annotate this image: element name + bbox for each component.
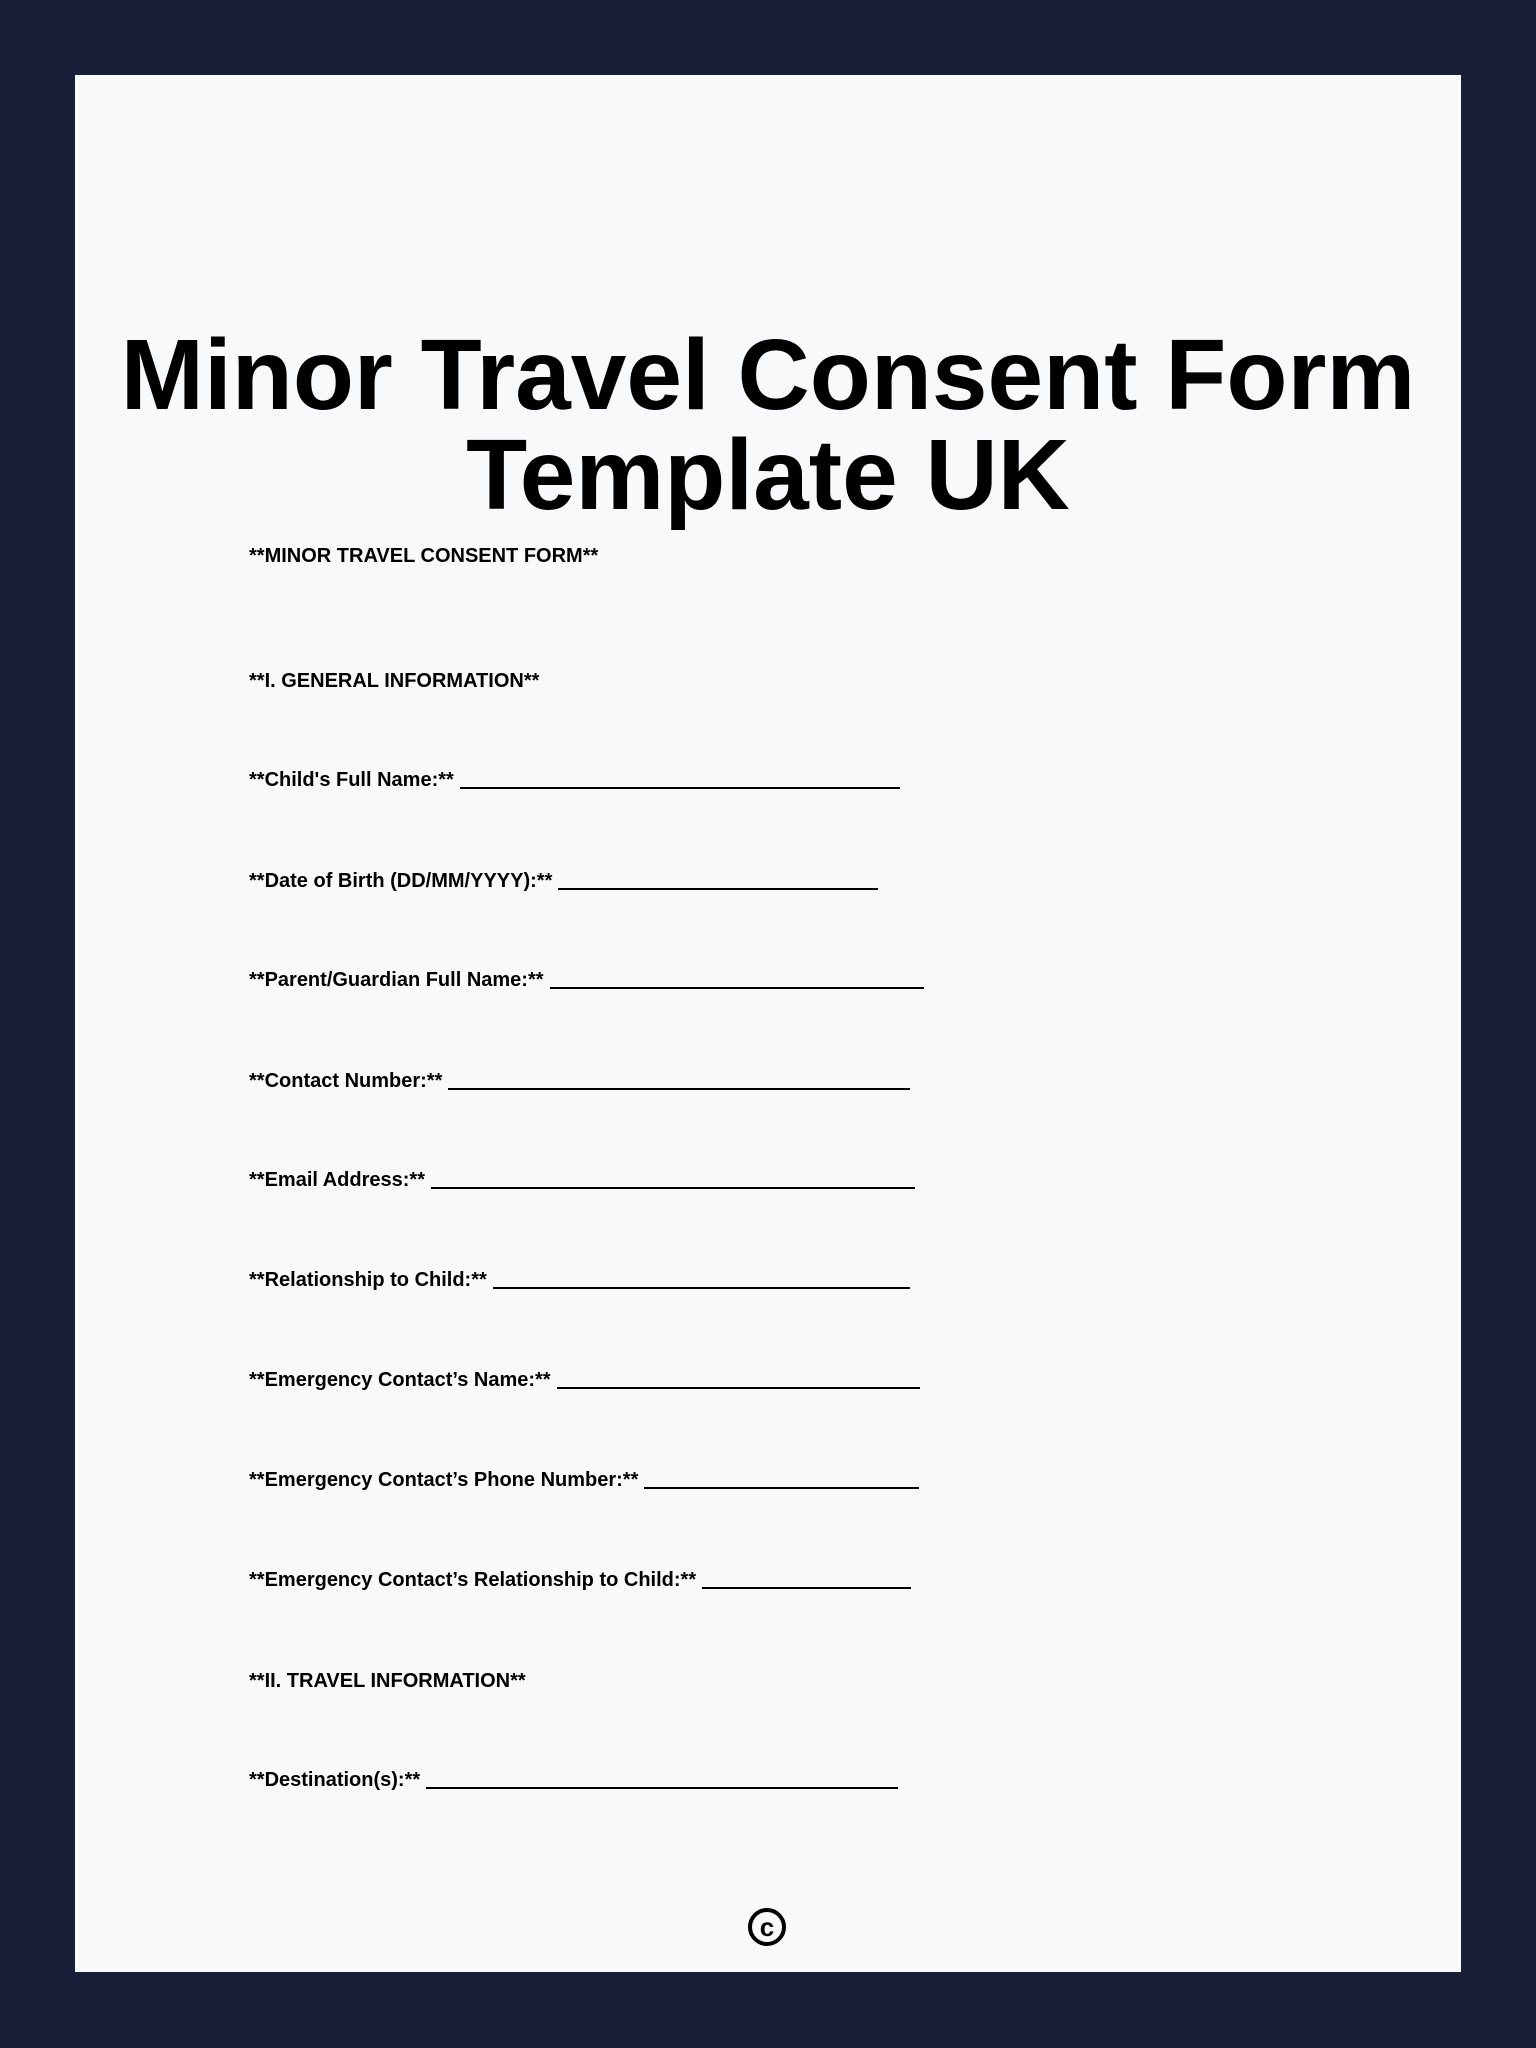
section-travel-information: **II. TRAVEL INFORMATION** xyxy=(249,1670,526,1692)
document-title xyxy=(75,319,1461,531)
field-email xyxy=(249,1169,915,1192)
blank-line[interactable] xyxy=(426,1787,898,1789)
blank-line[interactable] xyxy=(644,1487,919,1489)
copyright-letter: c xyxy=(759,1912,775,1942)
blank-line[interactable] xyxy=(431,1187,915,1189)
field-date-of-birth xyxy=(249,870,878,893)
document-page xyxy=(75,75,1461,1972)
blank-line[interactable] xyxy=(558,888,878,890)
copyright-icon xyxy=(748,1908,786,1946)
blank-line[interactable] xyxy=(702,1587,911,1589)
field-label: **Contact Number:** xyxy=(249,1070,443,1092)
field-emergency-name xyxy=(249,1369,920,1392)
title-line-1: Minor Travel Consent Form xyxy=(120,319,1416,431)
field-label: **Date of Birth (DD/MM/YYYY):** xyxy=(249,870,553,892)
form-heading: **MINOR TRAVEL CONSENT FORM** xyxy=(249,545,599,567)
field-destinations xyxy=(249,1769,898,1792)
field-label: **Emergency Contact’s Name:** xyxy=(249,1369,551,1391)
field-parent-name xyxy=(249,969,924,992)
blank-line[interactable] xyxy=(550,987,924,989)
field-child-name xyxy=(249,769,900,792)
field-label: **Emergency Contact’s Relationship to Child:** xyxy=(249,1569,697,1591)
field-emergency-phone xyxy=(249,1469,919,1492)
field-contact-number xyxy=(249,1070,910,1093)
section-general-information: **I. GENERAL INFORMATION** xyxy=(249,670,540,692)
field-label: **Emergency Contact’s Phone Number:** xyxy=(249,1469,639,1491)
field-label: **Relationship to Child:** xyxy=(249,1269,487,1291)
field-label: **Child's Full Name:** xyxy=(249,769,454,791)
field-label: **Email Address:** xyxy=(249,1169,425,1191)
blank-line[interactable] xyxy=(557,1387,920,1389)
field-emergency-relationship xyxy=(249,1569,911,1592)
field-label: **Destination(s):** xyxy=(249,1769,421,1791)
blank-line[interactable] xyxy=(493,1287,910,1289)
field-relationship xyxy=(249,1269,910,1292)
blank-line[interactable] xyxy=(460,787,900,789)
title-line-2: Template UK xyxy=(466,419,1070,531)
field-label: **Parent/Guardian Full Name:** xyxy=(249,969,544,991)
blank-line[interactable] xyxy=(448,1088,910,1090)
